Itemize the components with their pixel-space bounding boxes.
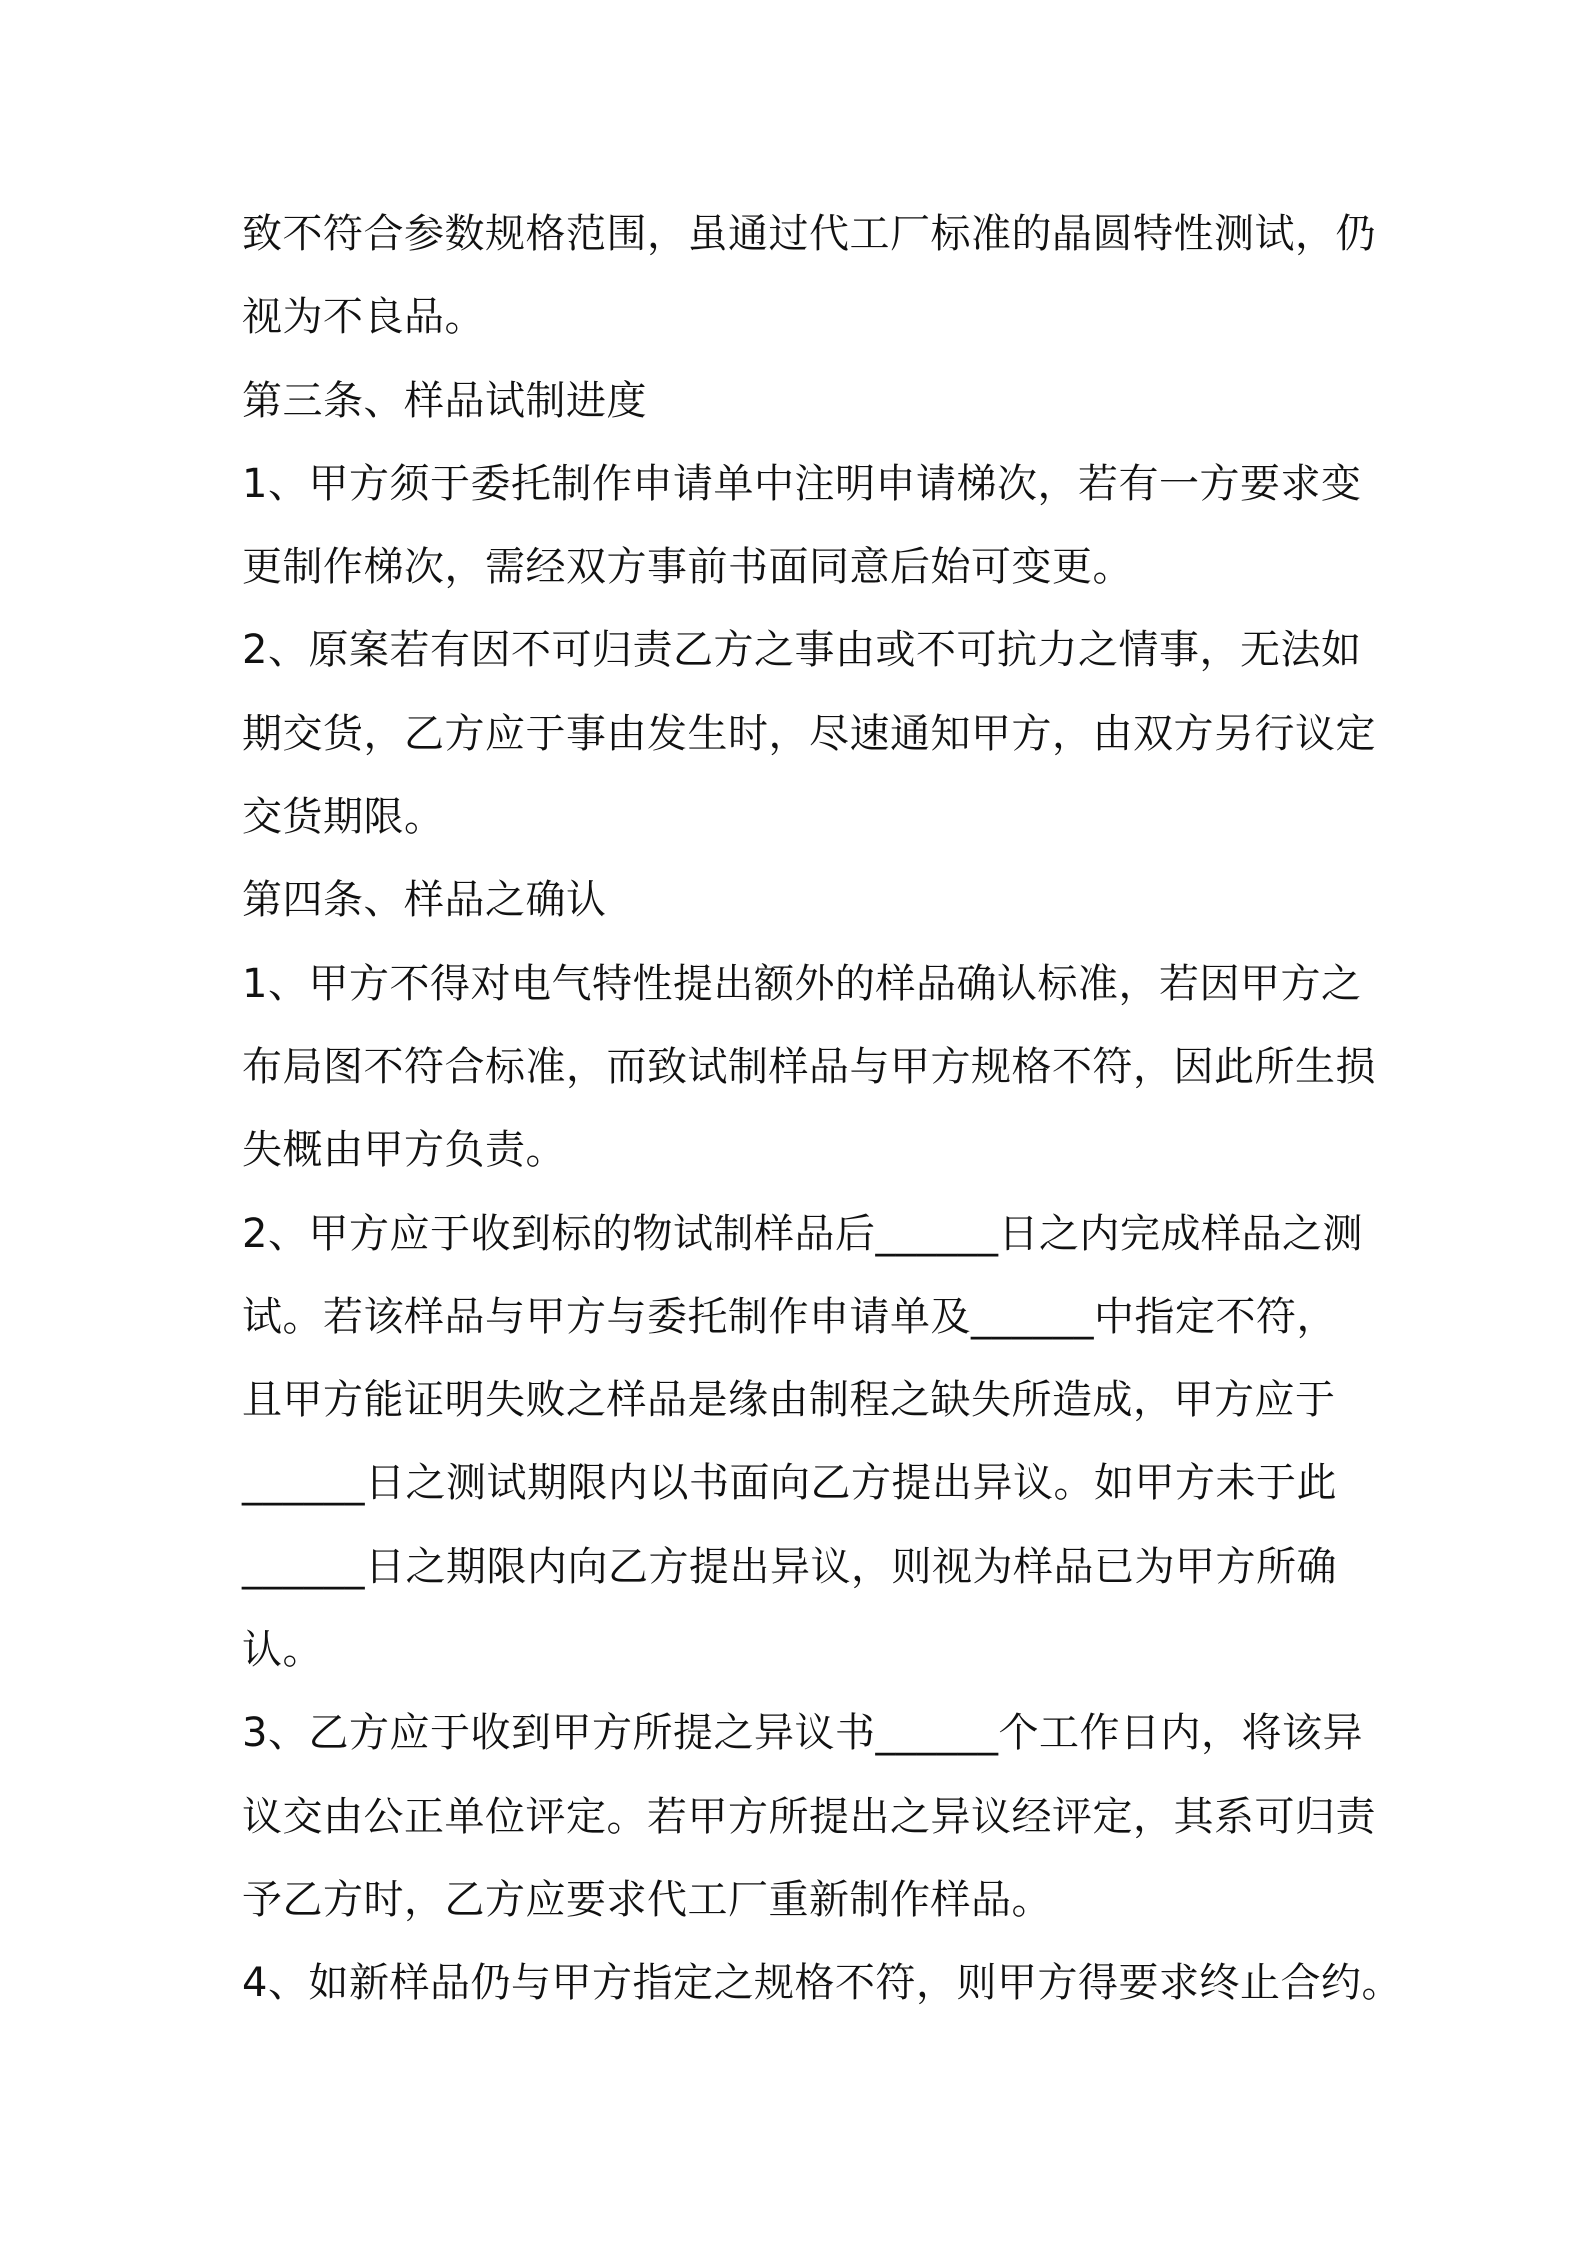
clause-4-1-line-3: 失概由甲方负责。: [242, 1127, 566, 1174]
clause-3-1-line-1: 1、甲方须于委托制作申请单中注明申请梯次，若有一方要求变: [242, 460, 1362, 507]
article-heading-3: 第三条、样品试制进度: [242, 377, 647, 424]
clause-4-3-line-1: 3、乙方应于收到甲方所提之异议书______个工作日内，将该异: [242, 1710, 1363, 1757]
clause-3-1-line-2: 更制作梯次，需经双方事前书面同意后始可变更。: [242, 544, 1133, 591]
clause-4-3-line-2: 议交由公正单位评定。若甲方所提出之异议经评定，其系可归责: [242, 1793, 1376, 1840]
clause-3-2-line-1: 2、原案若有因不可归责乙方之事由或不可抗力之情事，无法如: [242, 627, 1362, 674]
article-heading-4: 第四条、样品之确认: [242, 877, 607, 924]
clause-4-4-line-1: 4、如新样品仍与甲方指定之规格不符，则甲方得要求终止合约。: [242, 1960, 1402, 2007]
clause-4-2-line-4: ______日之测试期限内以书面向乙方提出异议。如甲方未于此: [242, 1460, 1337, 1507]
clause-3-2-line-3: 交货期限。: [242, 794, 445, 841]
clause-4-2-line-5: ______日之期限内向乙方提出异议，则视为样品已为甲方所确: [242, 1543, 1337, 1590]
document-body: [242, 193, 1402, 2026]
clause-4-2-line-3: 且甲方能证明失败之样品是缘由制程之缺失所造成，甲方应于: [242, 1377, 1336, 1424]
clause-4-2-line-1: 2、甲方应于收到标的物试制样品后______日之内完成样品之测: [242, 1210, 1363, 1257]
clause-4-1-line-1: 1、甲方不得对电气特性提出额外的样品确认标准，若因甲方之: [242, 960, 1362, 1007]
clause-4-3-line-3: 予乙方时，乙方应要求代工厂重新制作样品。: [242, 1876, 1052, 1923]
clause-4-2-line-6: 认。: [242, 1627, 323, 1674]
text-line-continuation: 视为不良品。: [242, 294, 485, 341]
clause-3-2-line-2: 期交货，乙方应于事由发生时，尽速通知甲方，由双方另行议定: [242, 710, 1376, 757]
clause-4-2-line-2: 试。若该样品与甲方与委托制作申请单及______中指定不符，: [242, 1293, 1337, 1340]
text-line-continuation: 致不符合参数规格范围，虽通过代工厂标准的晶圆特性测试，仍: [242, 211, 1376, 257]
clause-4-1-line-2: 布局图不符合标准，而致试制样品与甲方规格不符，因此所生损: [242, 1043, 1376, 1090]
